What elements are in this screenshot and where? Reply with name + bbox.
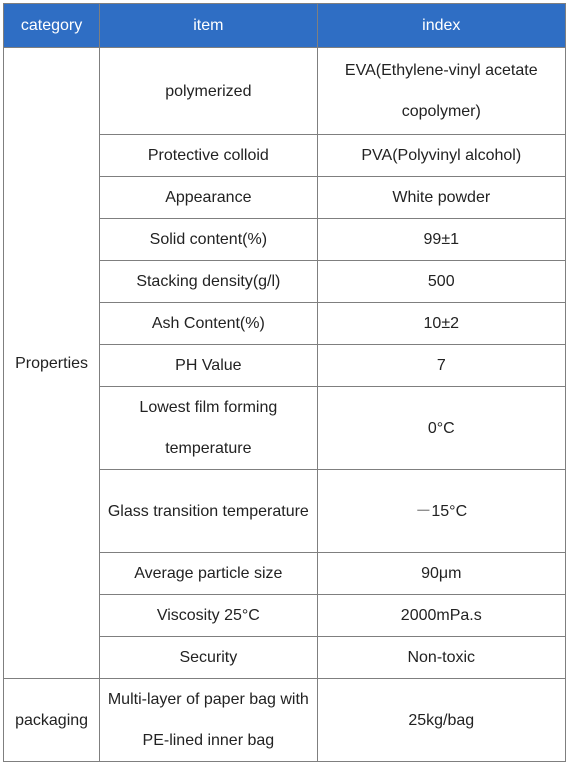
item-cell: Ash Content(%) — [100, 303, 317, 345]
item-cell: Lowest film forming temperature — [100, 387, 317, 470]
index-cell: 7 — [317, 345, 565, 387]
item-cell: PH Value — [100, 345, 317, 387]
header-index: index — [317, 4, 565, 48]
item-cell: Average particle size — [100, 553, 317, 595]
index-cell: 2000mPa.s — [317, 595, 565, 637]
table-row — [4, 48, 566, 135]
specification-table — [3, 3, 566, 762]
index-cell: 0°C — [317, 387, 565, 470]
item-cell: Appearance — [100, 177, 317, 219]
item-cell: Protective colloid — [100, 135, 317, 177]
item-cell: Viscosity 25°C — [100, 595, 317, 637]
header-row — [4, 4, 566, 48]
index-cell: 99±1 — [317, 219, 565, 261]
index-cell: White powder — [317, 177, 565, 219]
index-cell: Non-toxic — [317, 637, 565, 679]
index-cell: －15°C — [317, 470, 565, 553]
table-row — [4, 679, 566, 762]
index-cell: EVA(Ethylene-vinyl acetate copolymer) — [317, 48, 565, 135]
header-category: category — [4, 4, 100, 48]
category-properties: Properties — [4, 48, 100, 679]
item-cell: Glass transition temperature — [100, 470, 317, 553]
item-cell: polymerized — [100, 48, 317, 135]
index-cell: 25kg/bag — [317, 679, 565, 762]
item-cell: Solid content(%) — [100, 219, 317, 261]
header-item: item — [100, 4, 317, 48]
index-cell: 10±2 — [317, 303, 565, 345]
index-cell: 500 — [317, 261, 565, 303]
item-cell: Stacking density(g/l) — [100, 261, 317, 303]
item-cell: Security — [100, 637, 317, 679]
category-packaging: packaging — [4, 679, 100, 762]
item-cell: Multi-layer of paper bag with PE-lined inner bag — [100, 679, 317, 762]
index-cell: PVA(Polyvinyl alcohol) — [317, 135, 565, 177]
index-cell: 90μm — [317, 553, 565, 595]
